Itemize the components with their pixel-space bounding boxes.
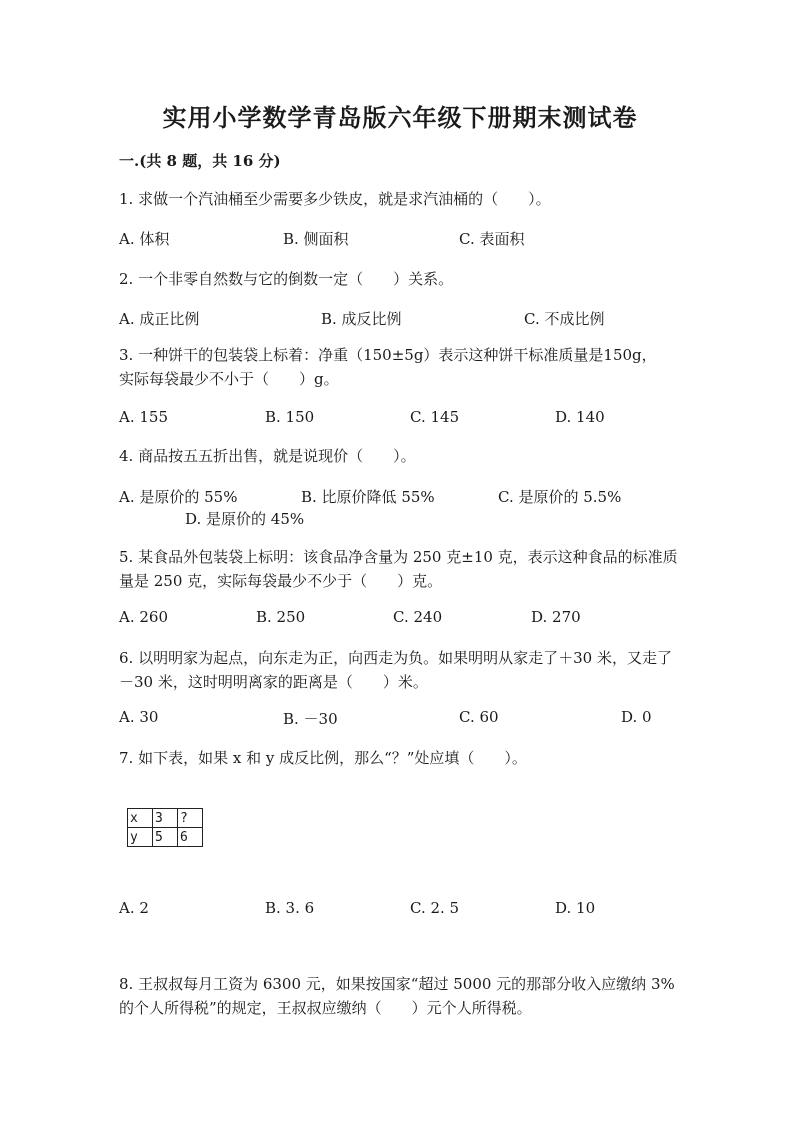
question-7-options — [0, 899, 800, 923]
option-c: C. 60 — [459, 708, 499, 726]
question-5: 5. 某食品外包装袋上标明：该食品净含量为 250 克±10 克，表示这种食品的标准质量是 250 克，实际每袋最少不少于（ ）克。 — [119, 548, 678, 590]
option-d: D. 是原价的 45% — [185, 510, 305, 528]
option-c: C. 2. 5 — [410, 899, 460, 917]
question-4: 4. 商品按五五折出售，就是说现价（ ）。 — [119, 447, 416, 465]
question-2-options — [0, 308, 800, 332]
table-cell: x — [128, 809, 153, 828]
option-c: C. 是原价的 5.5% — [498, 488, 622, 506]
table-row — [128, 828, 203, 847]
option-d: D. 140 — [555, 408, 605, 426]
option-a: A. 体积 — [119, 230, 170, 248]
option-a: A. 2 — [119, 899, 149, 917]
question-5-options — [0, 608, 800, 632]
option-d: D. 10 — [555, 899, 596, 917]
option-b: B. 3. 6 — [265, 899, 315, 917]
option-c: C. 240 — [393, 608, 443, 626]
table-cell: ? — [178, 809, 203, 828]
question-6-options — [0, 708, 800, 732]
table-cell: y — [128, 828, 153, 847]
table-cell: 6 — [178, 828, 203, 847]
section-heading: 一.(共 8 题，共 16 分) — [119, 152, 281, 170]
option-a: A. 155 — [119, 408, 168, 426]
question-6: 6. 以明明家为起点，向东走为正，向西走为负。如果明明从家走了＋30 米，又走了－30 米，这时明明离家的距离是（ ）米。 — [119, 649, 672, 691]
xy-table — [127, 808, 203, 847]
table-cell: 5 — [153, 828, 178, 847]
option-d: D. 270 — [531, 608, 581, 626]
option-a: A. 成正比例 — [119, 310, 200, 328]
option-b: B. 250 — [256, 608, 306, 626]
option-b: B. 150 — [265, 408, 315, 426]
question-7: 7. 如下表，如果 x 和 y 成反比例，那么“？”处应填（ ）。 — [119, 749, 527, 767]
question-1: 1. 求做一个汽油桶至少需要多少铁皮，就是求汽油桶的（ ）。 — [119, 190, 551, 208]
question-3: 3. 一种饼干的包装袋上标着：净重（150±5g）表示这种饼干标准质量是150g，实际每袋最少不小于（ ）g。 — [119, 346, 657, 388]
question-4-options — [0, 486, 800, 510]
page-title: 实用小学数学青岛版六年级下册期末测试卷 — [162, 103, 638, 132]
option-a: A. 是原价的 55% — [119, 488, 238, 506]
question-3-options — [0, 408, 800, 432]
question-8: 8. 王叔叔每月工资为 6300 元，如果按国家“超过 5000 元的那部分收入应缴纳 3%的个人所得税”的规定，王叔叔应缴纳（ ）元个人所得税。 — [119, 975, 675, 1017]
option-a: A. 30 — [119, 708, 159, 726]
option-a: A. 260 — [119, 608, 168, 626]
option-c: C. 表面积 — [459, 230, 525, 248]
option-d: D. 0 — [621, 708, 652, 726]
table-row — [128, 809, 203, 828]
table-cell: 3 — [153, 809, 178, 828]
option-b: B. 成反比例 — [321, 310, 402, 328]
question-4-options-row2 — [0, 508, 800, 532]
option-b: B. 侧面积 — [283, 230, 349, 248]
option-c: C. 不成比例 — [524, 310, 605, 328]
question-2: 2. 一个非零自然数与它的倒数一定（ ）关系。 — [119, 270, 454, 288]
option-c: C. 145 — [410, 408, 460, 426]
question-1-options — [0, 228, 800, 252]
option-b: B. 比原价降低 55% — [301, 488, 435, 506]
option-b: B. －30 — [283, 710, 338, 728]
